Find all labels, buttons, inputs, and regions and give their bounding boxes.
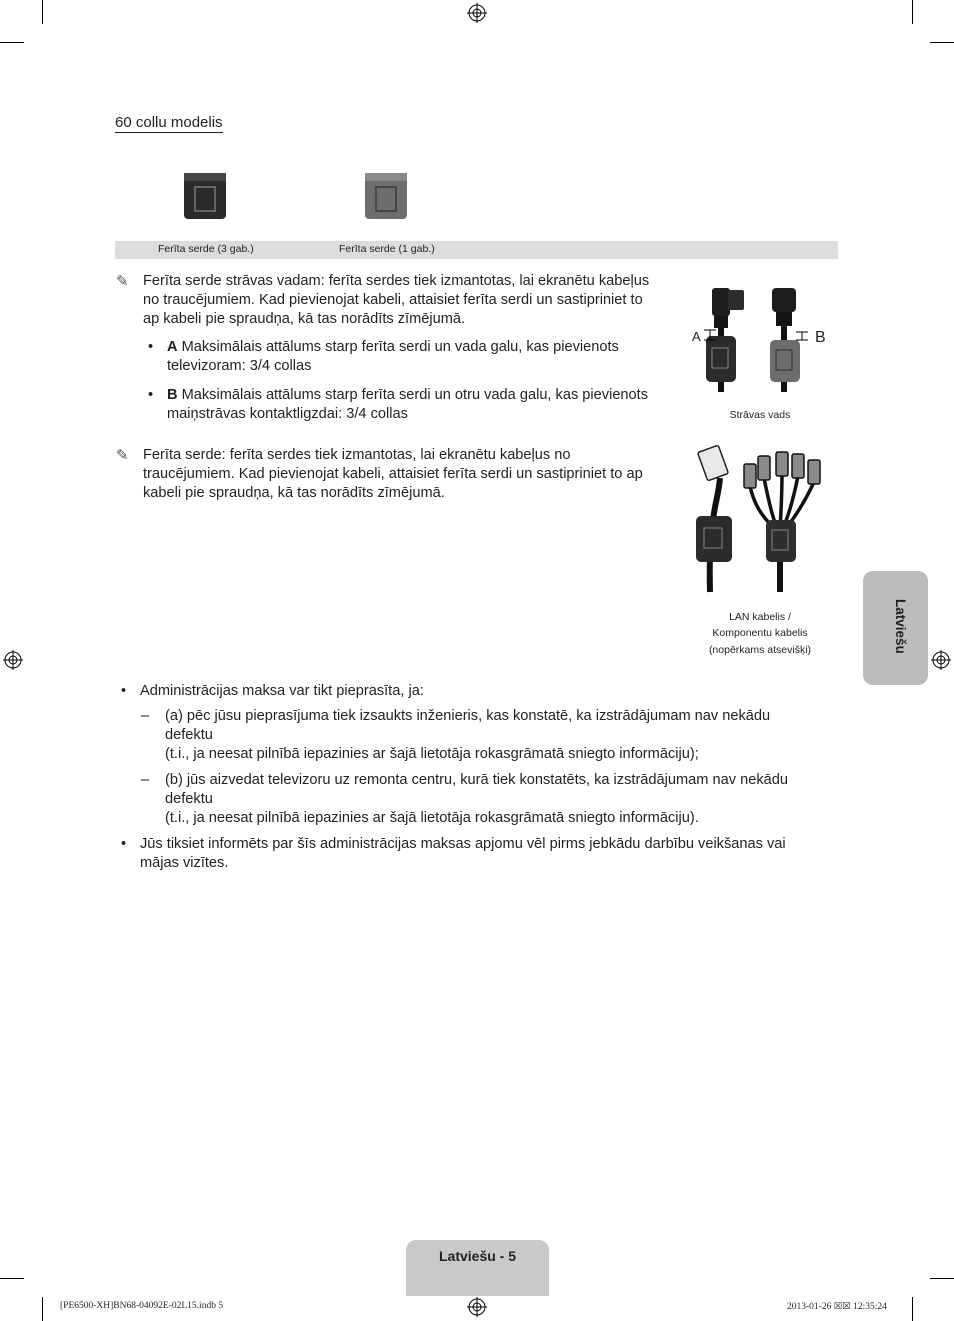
side-tab-label: Latviešu <box>893 599 908 654</box>
label-a: A <box>692 329 701 344</box>
power-cord-caption: Strāvas vads <box>729 409 791 421</box>
note-line: Ferīta serde strāvas vadam: ferīta serdes tiek izmantotas, lai ekranētu kabeļus <box>143 273 650 289</box>
crop-mark <box>912 0 913 24</box>
note-ferrite-core <box>116 446 676 506</box>
pencil-note-icon: ✎ <box>116 447 129 464</box>
bullet-dot: • <box>121 836 127 852</box>
section-title: 60 collu modelis <box>115 114 223 131</box>
language-side-tab <box>863 571 928 685</box>
note-line: ap kabeli pie spraudņa, kā tas norādīts zīmējumā. <box>143 311 466 327</box>
bullet-text: televizoram: 3/4 collas <box>167 358 312 374</box>
dash-marker: – <box>141 772 150 788</box>
print-slug-left: [PE6500-XH]BN68-04092E-02L15.indb 5 <box>60 1301 224 1311</box>
lan-cable-caption <box>690 610 830 659</box>
bullet-text: maiņstrāvas kontaktligzdai: 3/4 collas <box>167 406 408 422</box>
note-line: traucējumiem. Kad pievienojat kabeli, attaisiet ferīta serdi un sastipriniet to ap <box>143 466 643 482</box>
page-number-tab <box>406 1240 549 1296</box>
note-line: kabeli pie spraudņa, kā tas norādīts zīmējumā. <box>143 485 445 501</box>
dash-marker: – <box>141 708 150 724</box>
crop-mark <box>0 42 24 43</box>
crop-mark <box>0 1278 24 1279</box>
bullet-label: B <box>167 387 178 403</box>
admin-line: defektu <box>165 727 213 743</box>
bullet-text: Maksimālais attālums starp ferīta serdi un otru vada galu, kas pievienots <box>181 387 649 403</box>
registration-mark-icon <box>467 3 487 23</box>
ferrite-core-grey-image <box>363 171 409 221</box>
ferrite-caption-1: Ferīta serde (1 gab.) <box>339 243 435 255</box>
caption-line: (nopērkams atsevišķi) <box>708 644 812 656</box>
ferrite-core-black-image <box>182 171 228 221</box>
admin-line: (b) jūs aizvedat televizoru uz remonta centru, kurā tiek konstatēts, ka izstrādājumam nav nekādu <box>165 772 788 788</box>
admin-final-line: mājas vizītes. <box>140 855 229 871</box>
bullet-text: Maksimālais attālums starp ferīta serdi un vada galu, kas pievienots <box>181 339 619 355</box>
caption-line: Komponentu kabelis <box>712 626 808 639</box>
bullet-dot: • <box>148 387 154 403</box>
caption-line: LAN kabelis / <box>729 611 791 623</box>
ferrite-caption-3: Ferīta serde (3 gab.) <box>158 243 254 255</box>
pencil-note-icon: ✎ <box>116 273 129 290</box>
admin-line: (a) pēc jūsu pieprasījuma tiek izsaukts inženieris, kas konstatē, ka izstrādājumam nav nekādu <box>165 708 771 724</box>
label-b: B <box>815 329 826 346</box>
bullet-dot: • <box>121 683 127 699</box>
caption-bar <box>115 241 838 259</box>
note-power-cord <box>116 272 676 332</box>
bullet-label: A <box>167 339 178 355</box>
note-line: no traucējumiem. Kad pievienojat kabeli, attaisiet ferīta serdi un sastipriniet to <box>143 292 643 308</box>
lan-component-cable-figure <box>690 444 830 594</box>
crop-mark <box>42 0 43 24</box>
admin-line: (t.i., ja neesat pilnībā iepazinies ar šajā lietotāja rokasgrāmatā sniegto informāciju). <box>165 810 699 826</box>
admin-line: (t.i., ja neesat pilnībā iepazinies ar šajā lietotāja rokasgrāmatā sniegto informāciju); <box>165 746 699 762</box>
crop-mark <box>912 1297 913 1321</box>
crop-mark <box>42 1297 43 1321</box>
bullet-dot: • <box>148 339 154 355</box>
page-number: Latviešu - 5 <box>438 1248 517 1264</box>
admin-final-line: Jūs tiksiet informēts par šīs administrācijas maksas apjomu vēl pirms jebkādu darbību veikšanas vai <box>140 836 786 852</box>
crop-mark <box>930 42 954 43</box>
admin-intro-text: Administrācijas maksa var tikt pieprasīta, ja: <box>140 683 424 699</box>
crop-mark <box>930 1278 954 1279</box>
admin-line: defektu <box>165 791 213 807</box>
registration-mark-icon <box>467 1297 487 1317</box>
registration-mark-icon <box>931 650 951 670</box>
note-line: Ferīta serde: ferīta serdes tiek izmantotas, lai ekranētu kabeļus no <box>143 447 571 463</box>
print-slug-right: 2013-01-26 ☒☒ 12:35:24 <box>787 1302 887 1312</box>
power-cord-figure <box>688 284 834 394</box>
registration-mark-icon <box>3 650 23 670</box>
